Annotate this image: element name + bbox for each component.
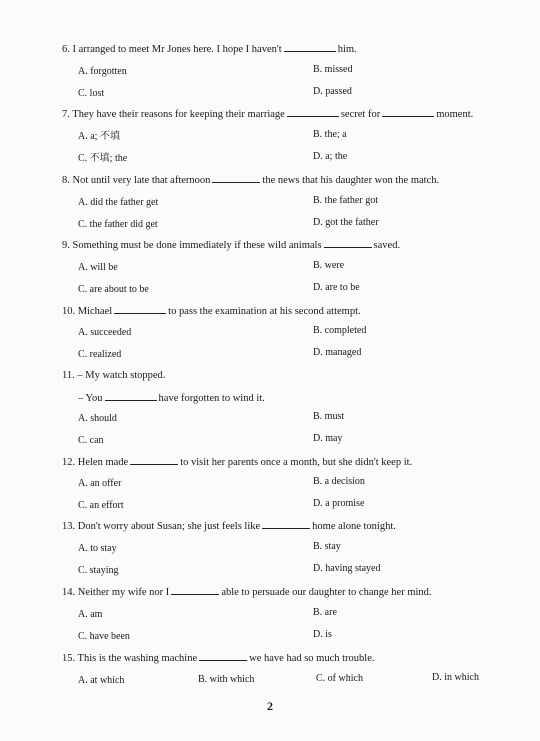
question-14-option-a[interactable]: A. am [78,609,103,620]
question-13-option-c[interactable]: C. staying [78,565,119,576]
question-7-stem: 7. They have their reasons for keeping their marriage secret for moment. [62,109,474,120]
question-15-option-b[interactable]: B. with which [198,674,255,685]
question-12-option-b[interactable]: B. a decision [313,476,365,487]
question-13-stem: 13. Don't worry about Susan; she just feels like home alone tonight. [62,521,396,532]
question-8-option-c[interactable]: C. the father did get [78,219,158,230]
question-10-option-a[interactable]: A. succeeded [78,327,132,338]
question-14-option-d[interactable]: D. is [313,629,332,640]
question-12-stem: 12. Helen made to visit her parents once a month, but she didn't keep it. [62,457,413,468]
question-8-option-d[interactable]: D. got the father [313,217,379,228]
question-13-option-a[interactable]: A. to stay [78,543,117,554]
question-14-stem: 14. Neither my wife nor I able to persuade our daughter to change her mind. [62,587,432,598]
question-9-option-b[interactable]: B. were [313,260,345,271]
question-7-option-d[interactable]: D. a; the [313,151,348,162]
question-12-option-d[interactable]: D. a promise [313,498,365,509]
question-11-option-b[interactable]: B. must [313,411,345,422]
question-10-stem: 10. Michael to pass the examination at his second attempt. [62,306,361,317]
question-11-option-c[interactable]: C. can [78,435,104,446]
question-12-option-c[interactable]: C. an effort [78,500,124,511]
question-11-stem-line-2: – You have forgotten to wind it. [78,393,265,404]
question-15-stem: 15. This is the washing machine we have had so much trouble. [62,653,375,664]
question-7-option-c[interactable]: C. 不填; the [78,153,128,164]
question-8-stem: 8. Not until very late that afternoon the news that his daughter won the match. [62,175,440,186]
question-9-option-c[interactable]: C. are about to be [78,284,149,295]
question-13-option-b[interactable]: B. stay [313,541,341,552]
question-9-stem: 9. Something must be done immediately if these wild animals saved. [62,240,401,251]
question-9-option-a[interactable]: A. will be [78,262,118,273]
question-6-option-c[interactable]: C. lost [78,88,105,99]
question-15-option-d[interactable]: D. in which [432,672,479,683]
question-6-stem: 6. I arranged to meet Mr Jones here. I hope I haven't him. [62,44,357,55]
question-10-option-d[interactable]: D. managed [313,347,362,358]
question-15-option-a[interactable]: A. at which [78,675,125,686]
question-14-option-c[interactable]: C. have been [78,631,130,642]
question-7-option-b[interactable]: B. the; a [313,129,347,140]
question-8-option-a[interactable]: A. did the father get [78,197,159,208]
question-15-option-c[interactable]: C. of which [316,673,363,684]
question-13-option-d[interactable]: D. having stayed [313,563,381,574]
question-11-option-a[interactable]: A. should [78,413,117,424]
page-number: 2 [267,699,273,713]
question-11-option-d[interactable]: D. may [313,433,343,444]
question-9-option-d[interactable]: D. are to be [313,282,360,293]
question-6-option-b[interactable]: B. missed [313,64,353,75]
question-11-stem: 11. – My watch stopped. [62,370,166,381]
question-6-option-d[interactable]: D. passed [313,86,352,97]
question-14-option-b[interactable]: B. are [313,607,337,618]
question-6-option-a[interactable]: A. forgotten [78,66,127,77]
question-10-option-b[interactable]: B. completed [313,325,367,336]
question-8-option-b[interactable]: B. the father got [313,195,378,206]
question-12-option-a[interactable]: A. an offer [78,478,122,489]
question-10-option-c[interactable]: C. realized [78,349,122,360]
question-7-option-a[interactable]: A. a; 不填 [78,131,120,142]
